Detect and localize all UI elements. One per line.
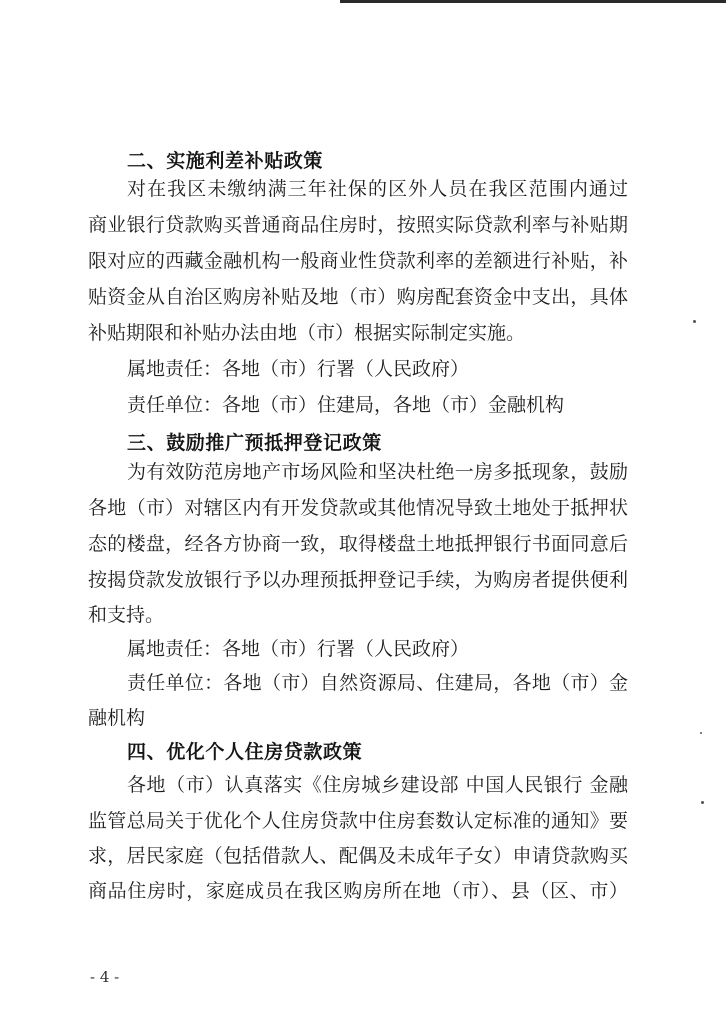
scan-speck: [700, 732, 702, 734]
paragraph-line: 各地（市）对辖区内有开发贷款或其他情况导致土地处于抵押状: [88, 497, 628, 519]
territorial-responsibility: 属地责任：各地（市）行署（人民政府）: [127, 638, 470, 660]
top-border-line: [340, 0, 726, 3]
paragraph-line: 为有效防范房地产市场风险和坚决杜绝一房多抵现象，鼓励: [127, 461, 628, 483]
page-number: - 4 -: [90, 968, 120, 986]
paragraph-line: 限对应的西藏金融机构一般商业性贷款利率的差额进行补贴，补: [88, 250, 628, 272]
paragraph-line: 补贴期限和补贴办法由地（市）根据实际制定实施。: [88, 322, 526, 344]
paragraph-line: 按揭贷款发放银行予以办理预抵押登记手续，为购房者提供便利: [88, 569, 628, 591]
section-heading-2: 二、实施利差补贴政策: [127, 150, 324, 172]
paragraph-line: 求，居民家庭（包括借款人、配偶及未成年子女）申请贷款购买: [88, 845, 628, 867]
paragraph-line: 商品住房时，家庭成员在我区购房所在地（市）、县（区、市）: [88, 880, 628, 902]
paragraph-line: 贴资金从自治区购房补贴及地（市）购房配套资金中支出，具体: [88, 286, 628, 308]
section-heading-4: 四、优化个人住房贷款政策: [127, 741, 363, 763]
scan-speck: [693, 320, 696, 323]
paragraph-line: 和支持。: [88, 604, 165, 626]
scan-speck: [701, 801, 704, 804]
responsible-unit: 责任单位：各地（市）住建局，各地（市）金融机构: [127, 394, 565, 416]
paragraph-line: 对在我区未缴纳满三年社保的区外人员在我区范围内通过: [127, 178, 628, 200]
section-heading-3: 三、鼓励推广预抵押登记政策: [127, 432, 382, 454]
paragraph-line: 监管总局关于优化个人住房贷款中住房套数认定标准的通知》要: [88, 810, 628, 832]
responsible-unit: 责任单位：各地（市）自然资源局、住建局，各地（市）金: [127, 672, 628, 694]
paragraph-line: 态的楼盘，经各方协商一致，取得楼盘土地抵押银行书面同意后: [88, 533, 628, 555]
responsible-unit-continued: 融机构: [88, 707, 146, 729]
paragraph-line: 商业银行贷款购买普通商品住房时，按照实际贷款利率与补贴期: [88, 214, 628, 236]
territorial-responsibility: 属地责任：各地（市）行署（人民政府）: [127, 358, 470, 380]
paragraph-line: 各地（市）认真落实《住房城乡建设部 中国人民银行 金融: [127, 774, 628, 796]
